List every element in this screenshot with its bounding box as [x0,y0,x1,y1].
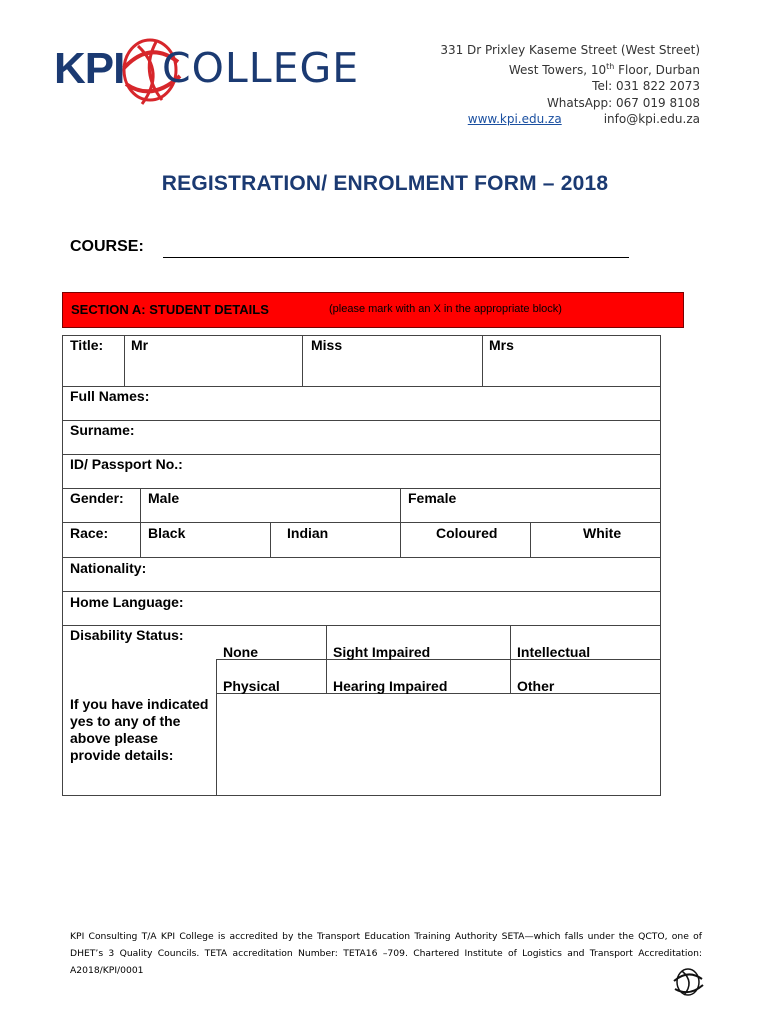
race-option-white[interactable]: White [583,525,622,541]
disability-option-other[interactable]: Other [517,678,555,694]
title-option-mrs[interactable]: Mrs [489,337,514,353]
address-street: 331 Dr Prixley Kaseme Street (West Street) [440,43,700,57]
course-label: COURSE: [70,238,144,255]
address-contacts [440,111,700,128]
address-block [440,42,700,128]
disability-details-prompt: If you have indicated yes to any of the above please provide details: [70,696,209,763]
course-field-line[interactable] [163,257,629,258]
disability-option-intellectual[interactable]: Intellectual [517,644,591,660]
title-label: Title: [70,337,104,353]
form-title: REGISTRATION/ ENROLMENT FORM – 2018 [161,172,609,195]
gender-option-female[interactable]: Female [408,490,457,506]
disability-label: Disability Status: [70,627,184,643]
address-tel: Tel: 031 822 2073 [592,79,700,93]
logo-kpi-text: KPI [54,44,125,93]
disability-details-field[interactable] [217,694,660,795]
race-option-indian[interactable]: Indian [287,525,329,541]
gender-option-male[interactable]: Male [148,490,180,506]
disability-option-sight-impaired[interactable]: Sight Impaired [333,644,431,660]
title-option-mr[interactable]: Mr [131,337,149,353]
id-passport-field[interactable]: ID/ Passport No.: [70,456,183,472]
kpi-college-logo [52,32,360,112]
website-link[interactable]: www.kpi.edu.za [467,112,562,126]
gender-label: Gender: [70,490,124,506]
footer-globe-icon [670,965,706,999]
section-a-note: (please mark with an X in the appropriate block) [329,303,562,315]
full-names-field[interactable]: Full Names: [70,388,150,404]
race-label: Race: [70,525,109,541]
title-option-miss[interactable]: Miss [311,337,343,353]
race-option-black[interactable]: Black [148,525,186,541]
race-option-coloured[interactable]: Coloured [436,525,498,541]
disability-option-physical[interactable]: Physical [223,678,280,694]
address-whatsapp: WhatsApp: 067 019 8108 [546,95,700,110]
surname-field[interactable]: Surname: [70,422,135,438]
section-a-label: SECTION A: STUDENT DETAILS [71,302,269,317]
disability-option-hearing-impaired[interactable]: Hearing Impaired [333,678,448,694]
logo-college-text: COLLEGE [162,44,360,92]
accreditation-footer: KPI Consulting T/A KPI College is accredited by the Transport Education Training Authority SETA—which falls under the QCTO, one of DHET’s 3 Quality Councils. TETA accreditation Number: TETA16 –709. Chartered Institute of Logistics and Transport Accreditation: A2018/KPI/0001 [70,931,702,976]
home-language-field[interactable]: Home Language: [70,594,184,610]
nationality-field[interactable]: Nationality: [70,560,147,576]
section-a-header [62,292,684,328]
address-building: West Towers, 10th Floor, Durban [508,61,700,77]
disability-option-none[interactable]: None [223,644,258,660]
email-text: info@kpi.edu.za [603,112,700,126]
